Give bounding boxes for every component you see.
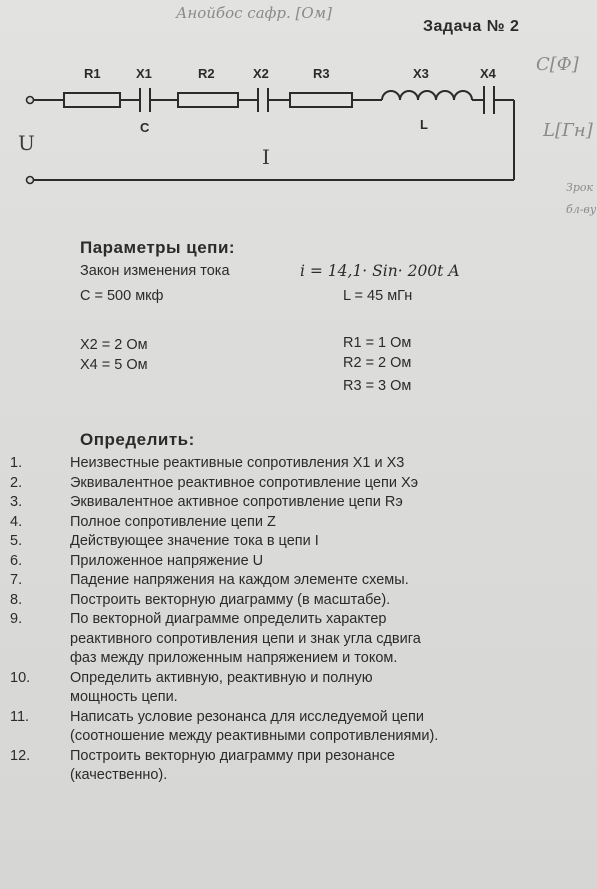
param-l: L = 45 мГн (343, 288, 413, 304)
item-text: Определить активную, реактивную и полную мощность цепи. (70, 669, 373, 705)
item-text: Построить векторную диаграмму при резонансе (качественно). (70, 747, 395, 783)
label-x3: X3 (413, 66, 429, 81)
item-number: 7. (10, 572, 23, 588)
item-number: 10. (10, 669, 31, 686)
item-number: 1. (10, 455, 23, 471)
item-number: 6. (10, 552, 23, 569)
param-r3: R3 = 3 Ом (343, 378, 412, 394)
label-x1: X1 (136, 66, 152, 81)
resistor-r1 (64, 93, 120, 107)
label-r1: R1 (84, 66, 101, 81)
param-x4: X4 = 5 Ом (80, 357, 148, 373)
current-law-formula: i = 14,1· Sin· 200t A (300, 262, 460, 280)
list-item (10, 532, 590, 552)
param-r2: R2 = 2 Ом (343, 355, 412, 371)
item-text: Эквивалентное активное сопротивление цепи Rэ (70, 494, 403, 510)
item-text: По векторной диаграмме определить характер реактивного сопротивления цепи и знак угла сдвига фаз между приложенным напряжением и током. (70, 611, 421, 666)
label-r2: R2 (198, 66, 215, 81)
list-item (10, 513, 590, 533)
inductor-x3 (382, 91, 472, 100)
label-l: L (420, 117, 428, 132)
list-item (10, 708, 590, 747)
list-item (10, 552, 590, 572)
item-number: 9. (10, 611, 23, 627)
list-item (10, 669, 590, 708)
item-text: Написать условие резонанса для исследуемой цепи (соотношение между реактивными сопротивлениями). (70, 708, 439, 744)
terminal-top (27, 97, 34, 104)
label-x2: X2 (253, 66, 269, 81)
task-title: Задача № 2 (423, 18, 520, 35)
task-list (10, 454, 590, 786)
list-item (10, 493, 590, 513)
item-number: 12. (10, 747, 31, 764)
item-text: Падение напряжения на каждом элементе схемы. (70, 572, 409, 588)
list-item (10, 571, 590, 591)
param-r1: R1 = 1 Ом (343, 335, 412, 351)
resistor-r3 (290, 93, 352, 107)
item-number: 8. (10, 591, 23, 608)
item-text: Построить векторную диаграмму (в масштабе). (70, 591, 391, 608)
label-r3: R3 (313, 66, 330, 81)
item-number: 4. (10, 513, 23, 530)
label-c: C (140, 120, 150, 135)
item-text: Приложенное напряжение U (70, 552, 264, 569)
item-number: 2. (10, 474, 23, 491)
list-item (10, 474, 590, 494)
handwritten-note-margin-2: бл-ву (566, 203, 597, 216)
list-item (10, 591, 590, 611)
item-number: 11. (10, 708, 30, 725)
circuit-diagram (0, 0, 597, 200)
label-x4: X4 (480, 66, 496, 81)
param-x2: X2 = 2 Ом (80, 337, 148, 353)
label-i: I (262, 145, 270, 169)
handwritten-note-margin-1: Зрок (566, 181, 594, 194)
item-text: Неизвестные реактивные сопротивления X1 и X3 (70, 455, 405, 471)
param-c: C = 500 мкф (80, 288, 164, 304)
handwritten-note-top: Анойбос сафр. [Ом] (176, 4, 332, 22)
item-number: 5. (10, 533, 23, 549)
list-item (10, 747, 590, 786)
handwritten-note-c: С[Ф] (536, 54, 579, 75)
handwritten-note-l: L[Гн] (543, 120, 593, 141)
label-u: U (18, 131, 35, 155)
item-number: 3. (10, 494, 23, 510)
params-heading: Параметры цепи: (80, 238, 236, 257)
current-law-label: Закон изменения тока (80, 263, 230, 279)
resistor-r2 (178, 93, 238, 107)
list-item (10, 454, 590, 474)
list-item (10, 610, 590, 669)
item-text: Действующее значение тока в цепи I (70, 533, 319, 549)
tasks-heading: Определить: (80, 430, 195, 449)
terminal-bottom (27, 177, 34, 184)
item-text: Эквивалентное реактивное сопротивление цепи Xэ (70, 474, 419, 491)
item-text: Полное сопротивление цепи Z (70, 513, 276, 530)
